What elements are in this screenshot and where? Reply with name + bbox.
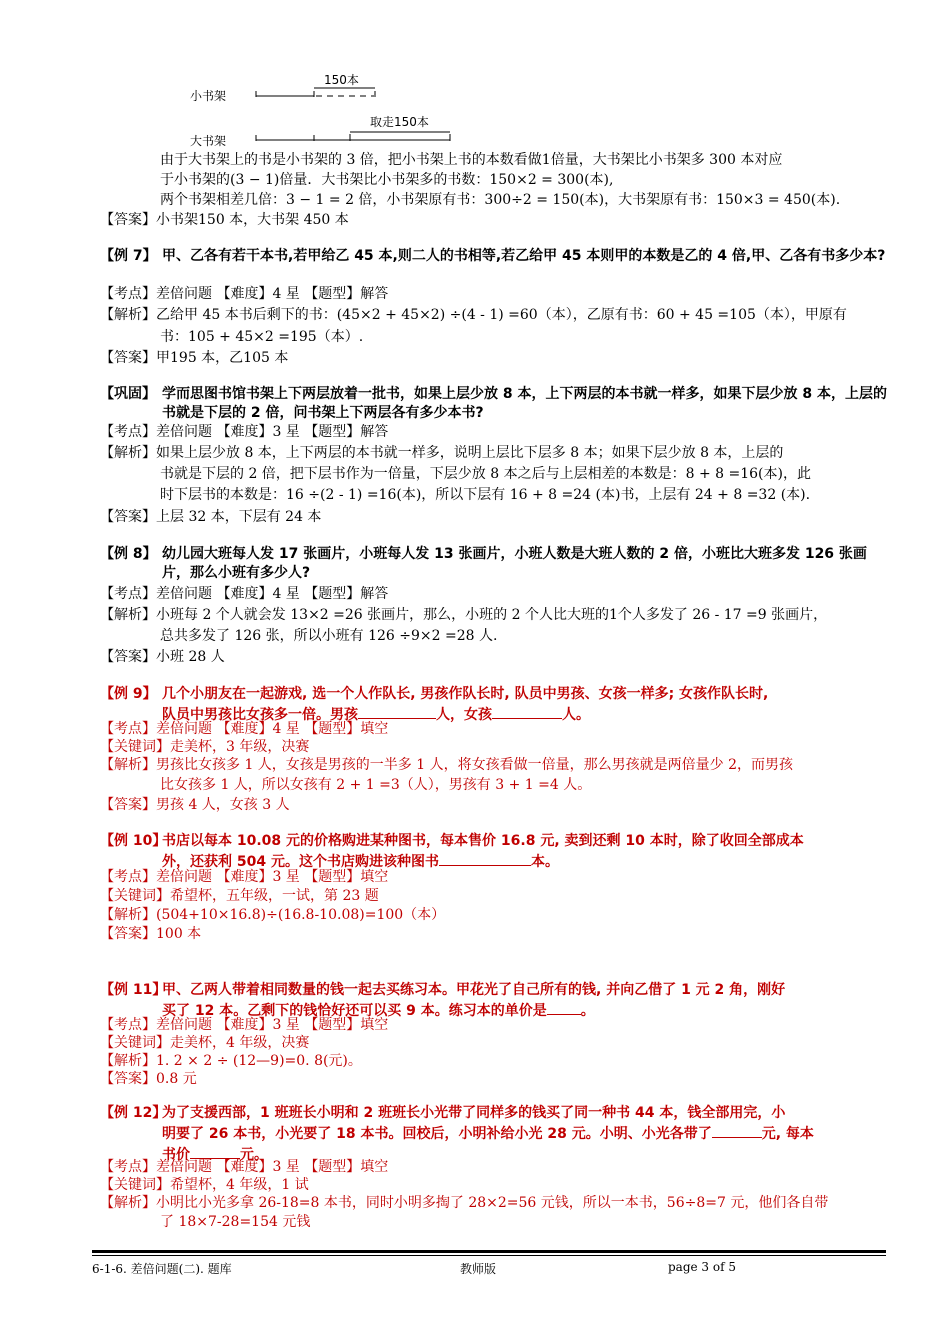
example-7-label: 【例 7】 (100, 248, 157, 264)
blank-price (547, 1000, 581, 1015)
example-10-text-2b: 本。 (530, 854, 559, 870)
example-11-meta: 【考点】差倍问题 【难度】3 星 【题型】填空 (100, 1017, 389, 1033)
example-11-text-2a: 买了 12 本。乙剩下的钱恰好还可以买 9 本。练习本的单价是 (162, 1003, 547, 1019)
label-150: 150本 (324, 73, 359, 87)
example-8-text: 幼儿园大班每人发 17 张画片，小班每人发 13 张画片，小班人数是大班人数的 2 倍，小班比大班多发 126 张画片，那么小班有多少人? (162, 546, 867, 581)
consolidation-solution-3: 时下层书的本数是：16 ÷(2 - 1) =16(本)，所以下层有 16 + 8 =24 (本)书，上层有 24 + 8 =32 (本). (160, 487, 811, 503)
example-10-label: 【例 10】 (100, 833, 167, 849)
example-10-meta: 【考点】差倍问题 【难度】3 星 【题型】填空 (100, 869, 389, 885)
label-take-150: 取走150本 (370, 115, 429, 129)
example-12-solution-2: 了 18×7-28=154 元钱 (160, 1214, 311, 1230)
blank-books (439, 851, 531, 866)
intro-answer (100, 210, 886, 230)
blank-boys (358, 704, 436, 719)
example-10-text-2a: 外，还获利 504 元。这个书店购进该种图书 (162, 854, 439, 870)
footer-doc-title: 6-1-6. 差倍问题(二). 题库 (92, 1262, 232, 1276)
example-8-meta: 【考点】差倍问题 【难度】4 星 【题型】解答 (100, 586, 389, 602)
answer-tag: 【答案】 (100, 212, 156, 228)
example-9-solution-2: 比女孩多 1 人，所以女孩有 2 + 1 =3（人），男孩有 3 + 1 =4 人。 (160, 777, 592, 793)
example-11-text-2b: 。 (580, 1003, 595, 1019)
example-9-text-2b: 人，女孩 (436, 707, 492, 723)
example-9-label: 【例 9】 (100, 686, 157, 702)
example-7-solution-1: 【解析】乙给甲 45 本书后剩下的书：(45×2 + 45×2) ÷(4 - 1) =60（本），乙原有书：60 + 45 =105（本），甲原有 (100, 307, 847, 323)
intro-line-2: 于小书架的(3 − 1)倍量．大书架比小书架多的书数：150×2 = 300(本), (160, 172, 614, 188)
example-8-solution-2: 总共多发了 126 张，所以小班有 126 ÷9×2 =28 人. (160, 628, 498, 644)
example-7-answer: 【答案】甲195 本，乙105 本 (100, 350, 289, 366)
consolidation-label: 【巩固】 (100, 386, 156, 402)
example-9-solution-1: 【解析】男孩比女孩多 1 人，女孩是男孩的一半多 1 人，将女孩看做一倍量，那么男孩就是两倍量少 2，而男孩 (100, 757, 793, 773)
example-9-answer: 【答案】男孩 4 人，女孩 3 人 (100, 797, 290, 813)
diagram-lines (180, 70, 460, 150)
example-9-text-1: 几个小朋友在一起游戏, 选一个人作队长, 男孩作队长时, 队员中男孩、女孩一样多; 女孩作队长时, (162, 686, 769, 702)
example-12-text-3b: 元。 (240, 1147, 268, 1163)
example-12-label: 【例 12】 (100, 1105, 167, 1121)
consolidation-solution-1: 【解析】如果上层少放 8 本，上下两层的本书就一样多，说明上层比下层多 8 本；如果下层少放 8 本，上层的 (100, 445, 784, 461)
footer-rule-thick (92, 1250, 886, 1253)
example-8-solution-1: 【解析】小班每 2 个人就会发 13×2 =26 张画片，那么，小班的 2 个人比大班的1个人多发了 26 - 17 =9 张画片， (100, 607, 828, 623)
example-12-question (100, 1104, 890, 1165)
example-12-solution-1: 【解析】小明比小光多拿 26-18=8 本书，同时小明多掏了 28×2=56 元钱，所以一本书，56÷8=7 元，他们各自带 (100, 1195, 829, 1211)
intro-line-3: 两个书架相差几倍：3 − 1 = 2 倍，小书架原有书：300÷2 = 150(本)，大书架原有书：150×3 = 450(本). (160, 192, 841, 208)
example-8-question (100, 545, 890, 583)
blank-girls (492, 704, 562, 719)
example-10-text-1: 书店以每本 10.08 元的价格购进某种图书，每本售价 16.8 元, 卖到还剩 10 本时，除了收回全部成本 (162, 833, 804, 849)
example-8-label: 【例 8】 (100, 546, 157, 562)
example-7-text: 甲、乙各有若干本书,若甲给乙 45 本,则二人的书相等,若乙给甲 45 本则甲的本数是乙的 4 倍,甲、乙各有书多少本? (162, 248, 886, 264)
consolidation-meta: 【考点】差倍问题 【难度】3 星 【题型】解答 (100, 424, 389, 440)
example-7-question (100, 247, 890, 266)
example-7-solution-2: 书：105 + 45×2 =195（本）. (160, 329, 364, 345)
bookshelf-diagram (180, 70, 460, 150)
example-9-meta: 【考点】差倍问题 【难度】4 星 【题型】填空 (100, 721, 389, 737)
small-shelf-label: 小书架 (190, 89, 227, 103)
consolidation-text: 学而思图书馆书架上下两层放着一批书，如果上层少放 8 本，上下两层的本书就一样多，如果下层少放 8 本，上层的书就是下层的 2 倍，问书架上下两层各有多少本书? (162, 386, 887, 421)
example-11-solution: 【解析】1. 2 × 2 ÷ (12—9)=0. 8(元)。 (100, 1053, 362, 1069)
example-10-answer: 【答案】100 本 (100, 926, 202, 942)
example-12-text-2 (162, 1123, 890, 1144)
consolidation-question (100, 385, 890, 423)
example-11-keywords: 【关键词】走美杯，4 年级，决赛 (100, 1035, 310, 1051)
footer-edition: 教师版 (460, 1262, 497, 1276)
consolidation-answer: 【答案】上层 32 本，下层有 24 本 (100, 509, 322, 525)
example-11-text-1: 甲、乙两人带着相同数量的钱一起去买练习本。甲花光了自己所有的钱, 并向乙借了 1 元 2 角，刚好 (162, 982, 786, 998)
big-shelf-label: 大书架 (190, 134, 227, 148)
example-12-text-2a: 明要了 26 本书，小光要了 18 本书。回校后，小明补给小光 28 元。小明、小光各带了 (162, 1126, 712, 1142)
answer-text: 小书架150 本，大书架 450 本 (156, 212, 349, 228)
footer-rule-thin (92, 1255, 886, 1256)
example-12-text-3a: 书价 (162, 1147, 190, 1163)
example-9-text-2c: 人。 (562, 707, 590, 723)
example-10-solution: 【解析】(504+10×16.8)÷(16.8-10.08)=100（本） (100, 907, 446, 923)
example-12-text-2b: 元, 每本 (761, 1126, 814, 1142)
example-10-question (100, 832, 890, 872)
example-10-keywords: 【关键词】希望杯，五年级，一试，第 23 题 (100, 888, 379, 904)
intro-line-1: 由于大书架上的书是小书架的 3 倍，把小书架上书的本数看做1倍量，大书架比小书架多 300 本对应 (160, 152, 783, 168)
example-12-meta: 【考点】差倍问题 【难度】3 星 【题型】填空 (100, 1159, 389, 1175)
example-11-answer: 【答案】0.8 元 (100, 1071, 197, 1087)
footer-page-number: page 3 of 5 (668, 1260, 736, 1274)
example-11-label: 【例 11】 (100, 982, 167, 998)
consolidation-solution-2: 书就是下层的 2 倍，把下层书作为一倍量，下层少放 8 本之后与上层相差的本数是：8 + 8 =16(本)，此 (160, 466, 811, 482)
example-9-keywords: 【关键词】走美杯，3 年级，决赛 (100, 739, 310, 755)
example-12-keywords: 【关键词】希望杯，4 年级，1 试 (100, 1177, 309, 1193)
example-8-answer: 【答案】小班 28 人 (100, 649, 225, 665)
example-9-text-2a: 队员中男孩比女孩多一倍。男孩 (162, 707, 358, 723)
example-12-text-1: 为了支援西部，1 班班长小明和 2 班班长小光带了同样多的钱买了同一种书 44 本，钱全部用完，小 (162, 1105, 786, 1121)
blank-money (712, 1123, 762, 1138)
example-7-meta: 【考点】差倍问题 【难度】4 星 【题型】解答 (100, 286, 389, 302)
